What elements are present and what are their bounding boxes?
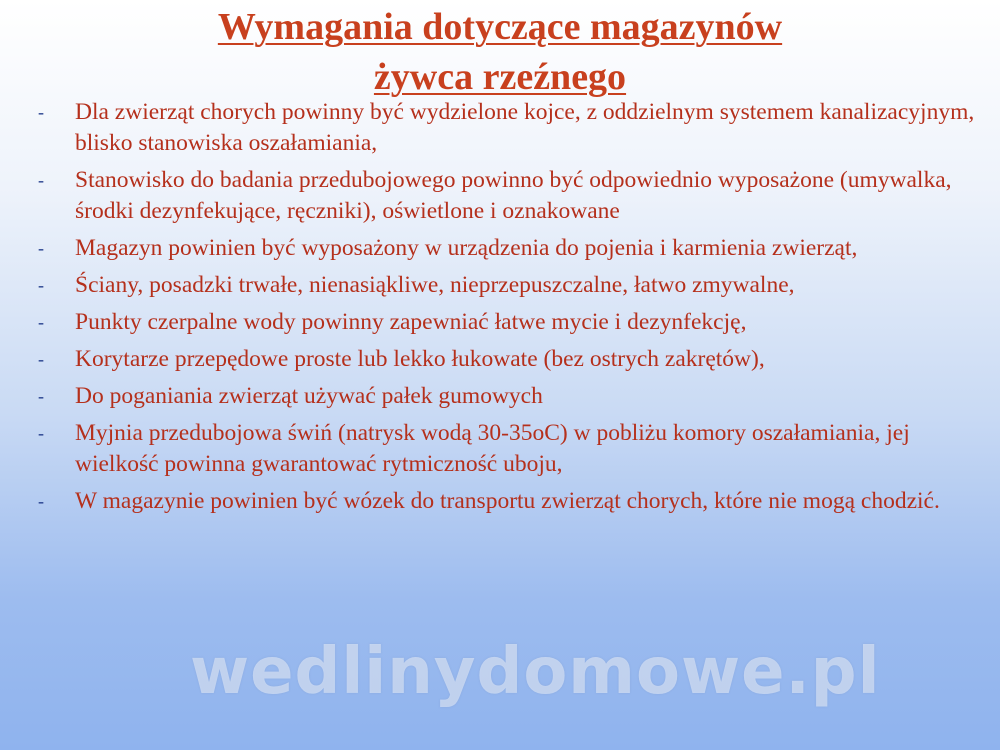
bullet-dash: - [38,170,44,190]
bullet-dash: - [38,102,44,122]
bullet-item [38,307,978,338]
bullet-item [38,97,978,159]
bullet-text: W magazynie powinien być wózek do transportu zwierząt chorych, które nie mogą chodzić. [75,488,940,514]
bullet-item [38,165,978,227]
bullet-text: Korytarze przepędowe proste lub lekko łukowate (bez ostrych zakrętów), [75,346,765,372]
bullet-dash: - [38,349,44,369]
bullet-text: Myjnia przedubojowa świń (natrysk wodą 30-35oC) w pobliżu komory oszałamiania, jej wielkość powinna gwarantować rytmiczność uboju, [75,420,910,477]
bullet-dash: - [38,386,44,406]
bullet-item [38,418,978,480]
bullet-list [38,97,978,523]
bullet-text: Dla zwierząt chorych powinny być wydzielone kojce, z oddzielnym systemem kanalizacyjnym, blisko stanowiska oszałamiania, [75,99,975,156]
bullet-text: Magazyn powinien być wyposażony w urządzenia do pojenia i karmienia zwierząt, [75,235,858,261]
bullet-dash: - [38,312,44,332]
slide-title-line-1: Wymagania dotyczące magazynów [217,6,783,48]
bullet-item [38,270,978,301]
bullet-dash: - [38,238,44,258]
bullet-dash: - [38,275,44,295]
bullet-dash: - [38,423,44,443]
bullet-item [38,381,978,412]
slide-title-line-2: żywca rzeźnego [373,56,627,98]
bullet-text: Stanowisko do badania przedubojowego powinno być odpowiednio wyposażone (umywalka, środki dezynfekujące, ręczniki), oświetlone i oznakowane [75,167,952,224]
bullet-item [38,233,978,264]
slide-title [0,2,1000,102]
watermark: wedlinydomowe.pl [190,635,881,709]
bullet-text: Punkty czerpalne wody powinny zapewniać łatwe mycie i dezynfekcję, [75,309,747,335]
bullet-item [38,344,978,375]
bullet-item [38,486,978,517]
bullet-dash: - [38,491,44,511]
bullet-text: Do poganiania zwierząt używać pałek gumowych [75,383,543,409]
bullet-text: Ściany, posadzki trwałe, nienasiąkliwe, nieprzepuszczalne, łatwo zmywalne, [75,272,795,298]
